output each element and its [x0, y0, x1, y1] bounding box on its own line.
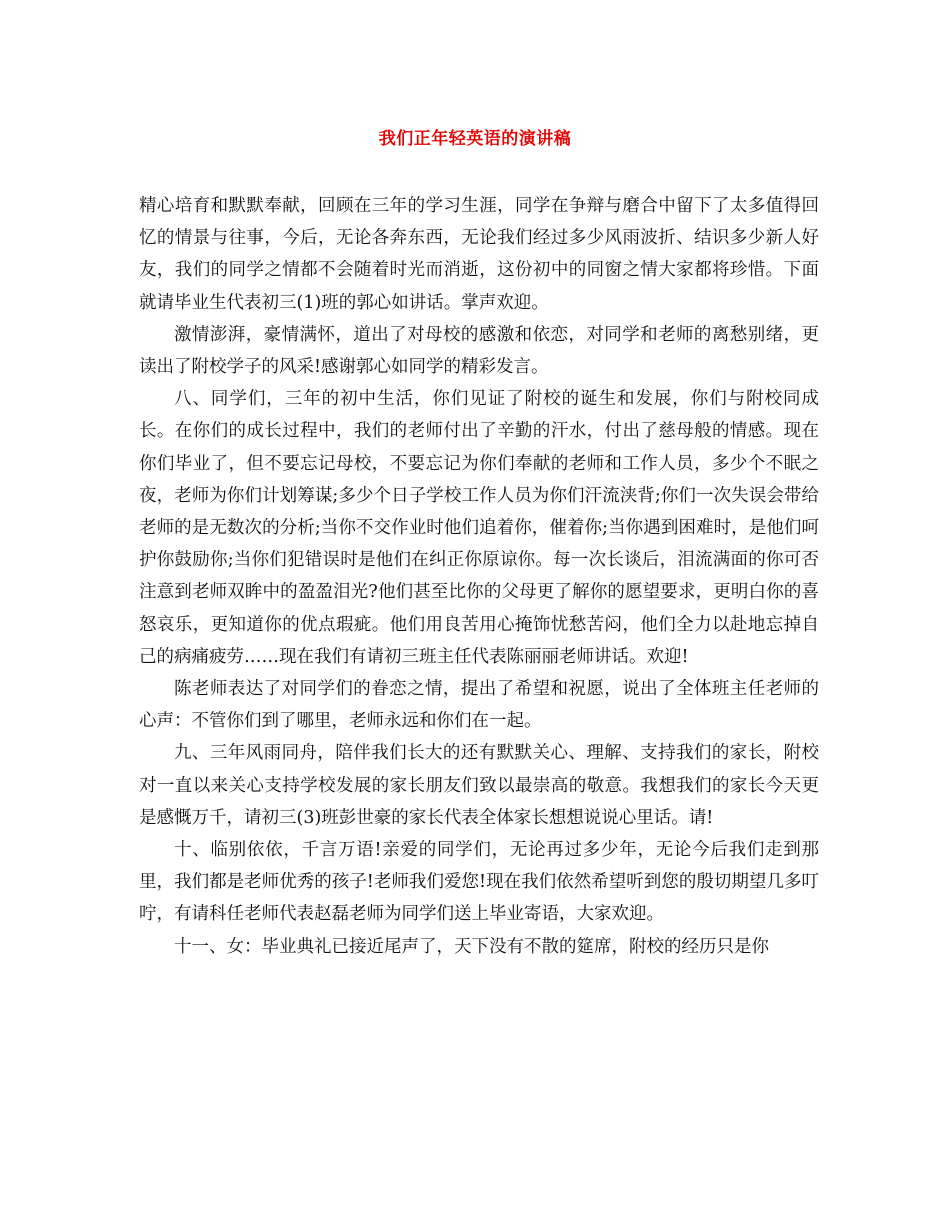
paragraph: 陈老师表达了对同学们的眷恋之情，提出了希望和祝愿，说出了全体班主任老师的心声：不管你们到了哪里，老师永远和你们在一起。 [139, 679, 819, 732]
paragraph: 精心培育和默默奉献，回顾在三年的学习生涯，同学在争辩与磨合中留下了太多值得回忆的情景与往事，今后，无论各奔东西，无论我们经过多少风雨波折、结识多少新人好友，我们的同学之情都不会随着时光而消逝，这份初中的同窗之情大家都将珍惜。下面就请毕业生代表初三(1)班的郭心如讲话。掌声欢迎。 [139, 196, 819, 313]
paragraph: 十、临别依依，千言万语!亲爱的同学们，无论再过多少年，无论今后我们走到那里，我们都是老师优秀的孩子!老师我们爱您!现在我们依然希望听到您的殷切期望几多叮咛，有请科任老师代表赵磊老师为同学们送上毕业寄语，大家欢迎。 [139, 840, 819, 925]
document-body [139, 190, 819, 963]
paragraph: 九、三年风雨同舟，陪伴我们长大的还有默默关心、理解、支持我们的家长，附校对一直以来关心支持学校发展的家长朋友们致以最崇高的敬意。我想我们的家长今天更是感慨万千，请初三(3)班彭世豪的家长代表全体家长想想说说心里话。请! [139, 743, 819, 828]
paragraph: 激情澎湃，豪情满怀，道出了对母校的感激和依恋，对同学和老师的离愁别绪，更读出了附校学子的风采!感谢郭心如同学的精彩发言。 [139, 324, 819, 378]
paragraph: 十一、女：毕业典礼已接近尾声了，天下没有不散的筵席，附校的经历只是你 [174, 936, 769, 957]
page-title: 我们正年轻英语的演讲稿 [378, 129, 572, 149]
paragraph: 八、同学们，三年的初中生活，你们见证了附校的诞生和发展，你们与附校同成长。在你们的成长过程中，我们的老师付出了辛勤的汗水，付出了慈母般的情感。现在你们毕业了，但不要忘记母校，不要忘记为你们奉献的老师和工作人员，多少个不眠之夜，老师为你们计划筹谋;多少个日子学校工作人员为你们汗流浃背;你们一次失误会带给老师的是无数次的分析;当你不交作业时他们追着你，催着你;当你遇到困难时，是他们呵护你鼓励你;当你们犯错误时是他们在纠正你原谅你。每一次长谈后，泪流满面的你可否注意到老师双眸中的盈盈泪光?他们甚至比你的父母更了解你的愿望要求，更明白你的喜怒哀乐，更知道你的优点瑕疵。他们用良苦用心掩饰忧愁苦闷，他们全力以赴地忘掉自己的病痛疲劳……现在我们有请初三班主任代表陈丽丽老师讲话。欢迎! [139, 389, 819, 667]
